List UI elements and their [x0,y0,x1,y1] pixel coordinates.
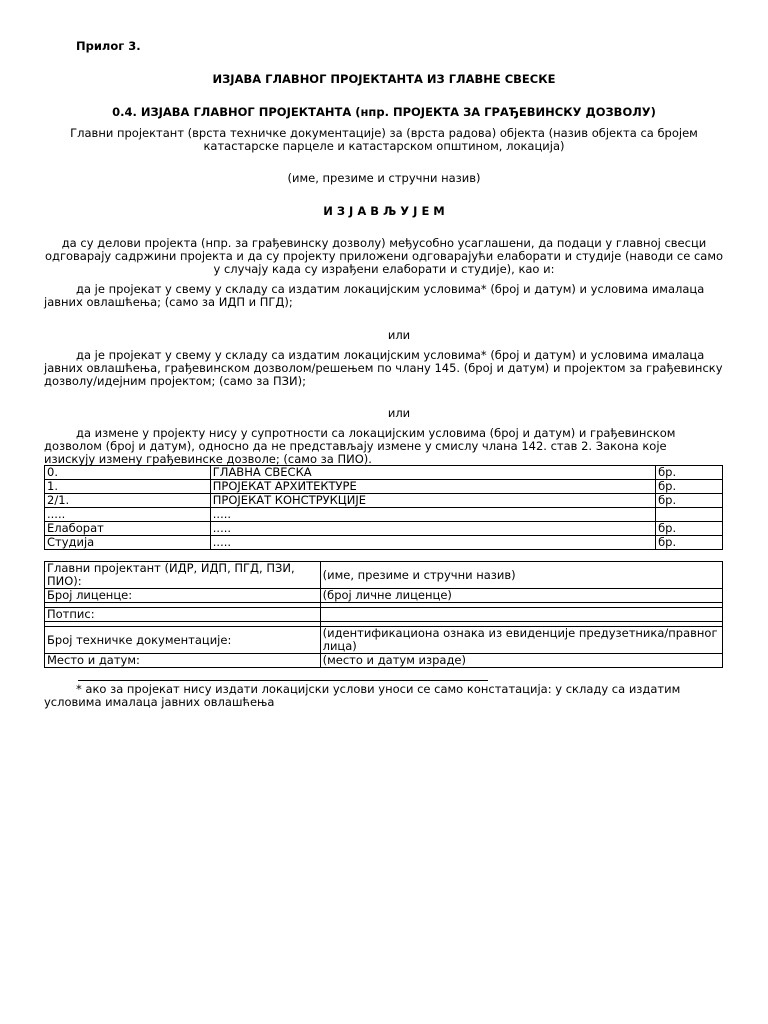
part-no-label: бр. [656,494,723,508]
declaration-heading: И З Ј А В Љ У Ј Е М [323,204,445,218]
intro-paragraph [44,127,724,153]
table-row [45,522,723,536]
table-row [45,627,723,654]
footnote-paragraph [44,683,714,709]
option-1-paragraph [44,283,724,309]
designer-label: Главни пројектант (ИДР, ИДП, ПГД, ПЗИ, ПИО): [45,562,321,589]
part-no-label [656,508,723,522]
designer-value: (име, презиме и стручни назив) [320,562,722,589]
footnote-text: * ако за пројекат нису издати локацијски услови уноси се само констатација: у складу са издатим условима ималаца јавних овлашћења [44,682,681,709]
footnote-separator [78,680,488,681]
option-2-text: да је пројекат у свему у складу са издатим локацијским условима* (број и датум) и условима ималаца јавних овлашћења, грађевинском дозволом/решењем по члану 145. (број и датум) и пројектом за грађевинску дозволу/идејним пројектом; (само за ПЗИ); [44,348,723,388]
part-number: 2/1. [45,494,211,508]
part-title: ..... [210,536,655,550]
annex-label: Прилог 3. [76,39,141,53]
option-1-text: да је пројекат у свему у складу са издатим локацијским условима* (број и датум) и условима ималаца јавних овлашћења; (само за ИДП и ПГД); [44,282,705,309]
intro-text: Главни пројектант (врста техничке документације) за (врста радова) објекта (назив објекта са бројем катастарске парцеле и катастарском општином, локација) [70,126,698,153]
option-3-text: да измене у пројекту нису у супротности са локацијским условима (број и датум) и грађевинском дозволом (број и датум), односно да не представљају измене у смислу члана 142. став 2. Закона које изискују измену грађевинске дозволе; (само за ПИО). [44,426,676,466]
place-date-value: (место и датум израде) [320,654,722,668]
statement-paragraph [44,237,724,276]
part-number: Студија [45,536,211,550]
table-row [45,562,723,589]
part-title: ..... [210,522,655,536]
or-separator-2: или [387,406,411,420]
part-number: 1. [45,480,211,494]
part-no-label: бр. [656,522,723,536]
part-title: ..... [210,508,655,522]
signature-label: Потпис: [45,608,321,622]
option-3-paragraph [44,427,684,466]
part-title: ПРОЈЕКАТ АРХИТЕКТУРЕ [210,480,655,494]
place-date-label: Место и датум: [45,654,321,668]
or-separator-1: или [387,328,411,342]
part-title: ГЛАВНА СВЕСКА [210,466,655,480]
table-row [45,480,723,494]
option-2-paragraph [44,349,724,388]
part-no-label: бр. [656,466,723,480]
tech-doc-number-value: (идентификациона ознака из евиденције предузетника/правног лица) [320,627,722,654]
table-row [45,608,723,622]
document-title: ИЗЈАВА ГЛАВНОГ ПРОЈЕКТАНТА ИЗ ГЛАВНЕ СВЕСКЕ [212,72,556,86]
license-label: Број лиценце: [45,589,321,603]
part-number: Елаборат [45,522,211,536]
license-value: (број личне лиценце) [320,589,722,603]
project-parts-table [44,465,723,550]
table-row [45,466,723,480]
statement-text: да су делови пројекта (нпр. за грађевинску дозволу) међусобно усаглашени, да подаци у главној свесци одговарају садржини пројекта и да су пројекту приложени одговарајући елаборати и студије (наводи се само у случају када су израђени елаборати и студије), као и: [44,236,724,276]
table-row [45,508,723,522]
part-no-label: бр. [656,480,723,494]
table-row [45,589,723,603]
table-row [45,536,723,550]
part-no-label: бр. [656,536,723,550]
designer-name-placeholder: (име, презиме и стручни назив) [287,171,481,185]
part-number: 0. [45,466,211,480]
section-title: 0.4. ИЗЈАВА ГЛАВНОГ ПРОЈЕКТАНТА (нпр. ПРОЈЕКТА ЗА ГРАЂЕВИНСКУ ДОЗВОЛУ) [112,105,656,119]
table-row [45,654,723,668]
table-row [45,494,723,508]
part-title: ПРОЈЕКАТ КОНСТРУКЦИЈЕ [210,494,655,508]
signature-value [320,608,722,622]
tech-doc-number-label: Број техничке документације: [45,627,321,654]
signature-table [44,561,723,668]
part-number: ..... [45,508,211,522]
